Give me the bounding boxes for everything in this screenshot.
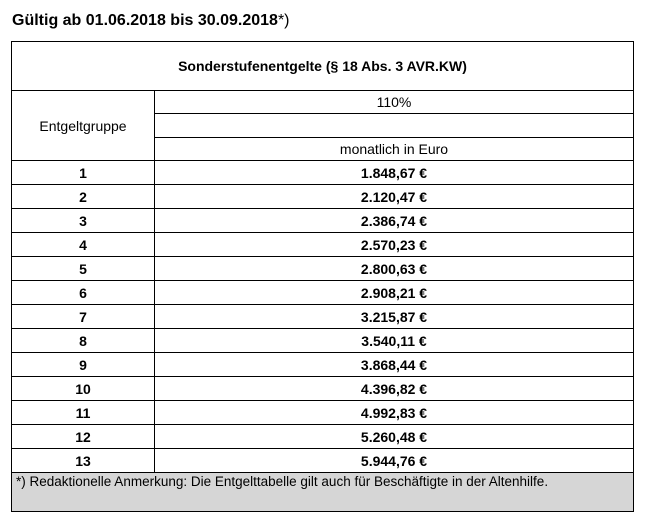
table-row xyxy=(12,305,634,329)
amount-cell: 2.570,23 € xyxy=(155,233,634,257)
group-cell: 6 xyxy=(12,281,155,305)
amount-cell: 4.396,82 € xyxy=(155,377,634,401)
table-row xyxy=(12,185,634,209)
table-title: Sonderstufenentgelte (§ 18 Abs. 3 AVR.KW) xyxy=(12,42,634,91)
group-cell: 8 xyxy=(12,329,155,353)
amount-cell: 2.800,63 € xyxy=(155,257,634,281)
footnote-marker: *) xyxy=(277,12,290,29)
amount-cell: 2.908,21 € xyxy=(155,281,634,305)
table-row xyxy=(12,449,634,473)
group-cell: 5 xyxy=(12,257,155,281)
amount-cell: 2.120,47 € xyxy=(155,185,634,209)
table-row xyxy=(12,161,634,185)
group-cell: 10 xyxy=(12,377,155,401)
table-row xyxy=(12,377,634,401)
unit-header: monatlich in Euro xyxy=(155,138,634,161)
group-cell: 2 xyxy=(12,185,155,209)
validity-heading xyxy=(12,11,290,31)
table-row xyxy=(12,257,634,281)
table-row xyxy=(12,401,634,425)
amount-cell: 4.992,83 € xyxy=(155,401,634,425)
validity-period: Gültig ab 01.06.2018 bis 30.09.2018 xyxy=(12,12,278,29)
amount-cell: 3.868,44 € xyxy=(155,353,634,377)
amount-cell: 2.386,74 € xyxy=(155,209,634,233)
table-row xyxy=(12,329,634,353)
table-row xyxy=(12,281,634,305)
amount-cell: 3.215,87 € xyxy=(155,305,634,329)
table-row xyxy=(12,233,634,257)
amount-cell: 1.848,67 € xyxy=(155,161,634,185)
group-cell: 1 xyxy=(12,161,155,185)
amount-cell: 5.944,76 € xyxy=(155,449,634,473)
group-cell: 7 xyxy=(12,305,155,329)
group-cell: 11 xyxy=(12,401,155,425)
table-row xyxy=(12,209,634,233)
blank-header-cell xyxy=(155,114,634,138)
table-row xyxy=(12,425,634,449)
amount-cell: 3.540,11 € xyxy=(155,329,634,353)
group-cell: 9 xyxy=(12,353,155,377)
group-column-header: Entgeltgruppe xyxy=(12,91,155,161)
salary-table xyxy=(11,41,634,512)
table-row xyxy=(12,353,634,377)
amount-cell: 5.260,48 € xyxy=(155,425,634,449)
group-cell: 12 xyxy=(12,425,155,449)
editorial-footnote: *) Redaktionelle Anmerkung: Die Entgelttabelle gilt auch für Beschäftigte in der Altenhilfe. xyxy=(12,473,634,512)
table-body xyxy=(12,161,634,473)
group-cell: 4 xyxy=(12,233,155,257)
percent-header: 110% xyxy=(155,91,634,114)
group-cell: 3 xyxy=(12,209,155,233)
group-cell: 13 xyxy=(12,449,155,473)
